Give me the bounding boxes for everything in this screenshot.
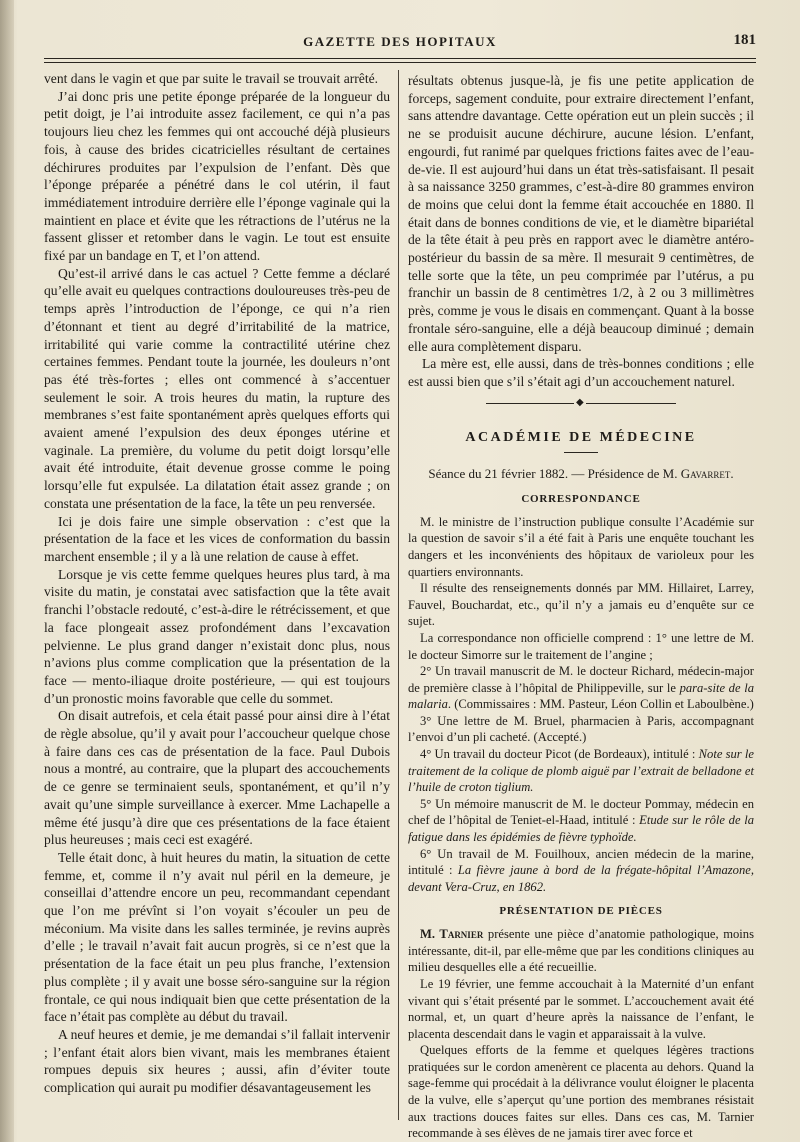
president-name: Gavarret xyxy=(680,466,731,482)
section-title: ACADÉMIE DE MÉDECINE xyxy=(465,429,697,445)
paragraph: Telle était donc, à huit heures du matin, la situation de cette femme, et, comme il n’y avait nul péril en la demeure, je conseillai d’attendre encore un peu, recommandant cependant que l’on me prévînt si l’on voyait s’écouler un peu de méconium. Ma visite dans les salles terminée, je revins auprès d’elle ; le travail n’avait fait aucun progrès, si ce n’est que la présentation de la face était un peu plus franche, l’extension plus complète ; il y avait une bosse séro-sanguine sur la région frontale, ce qui nous indiquait bien que cette présentation de la face n’était pas complète au début du travail. xyxy=(44,849,390,1025)
item-title: Note sur le traitement de la colique de plomb aiguë par l’extrait de belladone et l’huile de croton tiglium. xyxy=(408,747,754,795)
paragraph: La correspondance non officielle comprend : 1° une lettre de M. le docteur Simorre sur le traitement de l’angine ; xyxy=(408,630,754,662)
correspondance-item-4 xyxy=(408,746,754,796)
paragraph: La mère est, elle aussi, dans de très-bonnes conditions ; elle est aussi bien que s’il s’était agi d’un accouchement naturel. xyxy=(408,356,754,389)
title-rule xyxy=(564,452,598,453)
paragraph: Quelques efforts de la femme et quelques légères tractions pratiquées sur le cordon amenèrent ce placenta au dehors. Quand la sage-femme qui procédait à la délivrance voulut éloigner le placenta de la vulve, elle s’aperçut qu’une portion des membranes résistait aux tractions douces faites sur elles. Dans ces cas, M. Tarnier recommande à ses élèves de ne jamais tirer avec force et xyxy=(408,1043,754,1141)
paragraph: A neuf heures et demie, je me demandai s’il fallait intervenir ; l’enfant était alors bien vivant, mais les membranes étaient rompues depuis six heures ; aussi, afin d’éviter toute complication qui aurait pu modifier désavantageusement les xyxy=(44,1026,390,1096)
correspondance-heading: CORRESPONDANCE xyxy=(521,493,641,506)
item-text: 2° Un travail manuscrit de M. le docteur Richard, médecin-major de première classe à l’hôpital de Philippeville, sur le xyxy=(408,664,754,695)
item-title: La fièvre jaune à bord de la frégate-hôpital l’Amazone, devant Vera-Cruz, en 1862. xyxy=(408,863,754,894)
paragraph: Ici je dois faire une simple observation : c’est que la présentation de la face et les vices de conformation du bassin marchent ensemble ; il y a là une relation de cause à effet. xyxy=(44,513,390,564)
left-column xyxy=(44,70,390,1097)
paragraph: vent dans le vagin et que par suite le travail se trouvait arrêté. xyxy=(44,71,379,86)
page-binding-edge xyxy=(0,0,14,1142)
item-text: 5° Un mémoire manuscrit de M. le docteur Pommay, médecin en chef de l’hôpital de Teniet-el-Haad, intitulé : xyxy=(408,796,754,828)
speaker-name: M. Tarnier xyxy=(420,927,484,942)
page-header xyxy=(30,30,770,54)
seance-prefix: Séance du 21 février 1882. — Présidence de M. xyxy=(428,466,681,482)
diamond-ornament-icon: ◆ xyxy=(576,396,584,408)
paragraph: Le 19 février, une femme accouchait à la Maternité d’un enfant vivant qui s’était présenté par le sommet. L’accouchement avait été normal, et, un quart d’heure après la naissance de l’enfant, le placenta descendait dans le vagin et apparaissait à la vulve. xyxy=(408,976,754,1041)
presentation-body xyxy=(408,926,754,1142)
paragraph: J’ai donc pris une petite éponge préparée de la longueur du petit doigt, je l’ai introduite assez facilement, ce qui n’a pas toujours lieu chez les femmes qui ont accouché déjà plusieurs fois, à cause des brides cicatricielles résultant de certaines déchirures produites par l’expulsion de l’enfant. Dès que l’éponge préparée a pénétré dans le col utérin, il faut immédiatement introduire derrière elle l’éponge vaginale qui la maintient en place et évite que les rétractions de l’utérus ne la fassent glisser et retomber dans le vagin. Le tout est ensuite fixé par un bandage en T, et l’on attend. xyxy=(44,88,390,264)
correspondance-item-2 xyxy=(408,663,754,713)
correspondance-item-3: 3° Une lettre de M. Bruel, pharmacien à Paris, accompagnant l’envoi d’un pli cacheté. (Accepté.) xyxy=(408,713,754,745)
section-separator xyxy=(486,396,676,408)
item-text: 6° Un travail de M. Fouilhoux, ancien médecin de la marine, intitulé : xyxy=(408,846,754,878)
correspondance-item-6 xyxy=(408,846,754,896)
paragraph-text: présente une pièce d’anatomie pathologique, moins intéressante, dit-il, par elle-même que par les conditions cliniques au milieu desquelles elle a été recueillie. xyxy=(408,927,755,975)
item-title: para-site de la malaria xyxy=(408,680,754,712)
item-title: Etude sur le rôle de la fatigue dans les épidémies de fièvre typhoïde. xyxy=(408,813,754,845)
correspondance-item-5 xyxy=(408,796,754,846)
correspondance-body xyxy=(408,514,754,896)
presentation-heading: PRÉSENTATION DE PIÈCES xyxy=(499,905,663,918)
header-rule xyxy=(44,58,756,59)
column-divider xyxy=(398,70,399,1120)
paragraph: Il résulte des renseignements donnés par MM. Hillairet, Larrey, Fauvel, Bouchardat, etc., qu’il n’y a jamais eu d’enquête sur ce sujet. xyxy=(408,581,754,629)
seance-line xyxy=(408,465,754,483)
paragraph: On disait autrefois, et cela était passé pour ainsi dire à l’état de règle absolue, qu’il y avait pour l’accoucheur quelque chose à faire dans ces cas de présentation de la face. Paul Dubois nous a montré, au contraire, que la plupart des accouchements de ce genre se terminaient seuls, spontanément, et qu’il n’y avait qu’une simple surveillance à exercer. Mme Lachapelle a même été jusqu’à dire que ces présentations de la face étaient plus heureuses ; mais ceci est exagéré. xyxy=(44,708,390,848)
page-number: 181 xyxy=(733,32,756,48)
newspaper-title: GAZETTE DES HOPITAUX xyxy=(303,34,497,49)
right-column xyxy=(408,72,754,1142)
tarnier-paragraph xyxy=(408,926,754,976)
item-text: 4° Un travail du docteur Picot (de Bordeaux), intitulé : xyxy=(420,747,699,762)
item-text: . (Commissaires : MM. Pasteur, Léon Collin et Laboulbène.) xyxy=(447,697,754,712)
paragraph: M. le ministre de l’instruction publique consulte l’Académie sur la question de savoir s’il a été fait à Paris une enquête touchant les dangers et les inconvénients des hôpitaux de varioleux pour les quartiers environnants. xyxy=(408,514,754,579)
header-rule-secondary xyxy=(44,62,756,63)
seance-suffix: . xyxy=(730,466,734,482)
paragraph: Qu’est-il arrivé dans le cas actuel ? Cette femme a déclaré qu’elle avait eu quelques contractions douloureuses très-peu de temps après l’introduction de l’éponge, ce qui n’a rien d’étonnant et tient au degré d’irritabilité de la matrice, irritabilité qui varie comme la contractilité utérine chez certaines femmes. Pendant toute la journée, les douleurs n’ont pas été très-fortes ; elles ont commencé à s’accentuer seulement le soir. A trois heures du matin, la rupture des membranes s’est faite spontanément après quelques efforts qui avaient amené l’expulsion des deux éponges utérine et vaginale. La première, du volume du petit doigt lorsqu’elle avait été introduite, était devenue grosse comme le poing lorsqu’elle fut expulsée. La dilatation était assez grande ; on constata une présentation de la face, la tête un peu renversée. xyxy=(44,265,390,511)
paragraph: Lorsque je vis cette femme quelques heures plus tard, à ma visite du matin, je constatai avec satisfaction que la tête avait franchi l’obstacle redouté, c’est-à-dire le rétrécissement, et que la face plongeait assez profondément dans l’excavation pelvienne. Le plus grand danger n’existait donc plus, nous n’avions plus comme complication que la présentation de la face — mento-iliaque droite postérieure, — qui est toujours d’un pronostic moins favorable que celle du sommet. xyxy=(44,566,390,706)
paragraph: résultats obtenus jusque-là, je fis une petite application de forceps, sagement conduite, pour extraire directement l’enfant, sans attendre davantage. Cette opération eut un plein succès ; il ne se produisit aucune déchirure, aucune lésion. L’enfant, engourdi, fut ranimé par quelques frictions faites avec de l’eau-de-vie. Il est aujourd’hui dans un état très-satisfaisant. Il pesait à sa naissance 3250 grammes, c’est-à-dire 80 grammes environ de moins que celui dont la femme était accouchée en 1880. Il était dans de bonnes conditions de vie, et le diamètre bipariétal de la tête était à peu près en rapport avec le diamètre antéro-postérieur du bassin de sa mère. Il mesurait 9 centimètres, de telle sorte que la tête, un peu comprimée par l’utérus, a pu franchir un bassin de 8 centimètres 1/2, à 2 ou 3 millimètres près, comme je vous le disais en commençant. Quant à la bosse frontale séro-sanguine, elle a déjà beaucoup diminué ; demain elle aura complètement disparu. xyxy=(408,73,754,354)
